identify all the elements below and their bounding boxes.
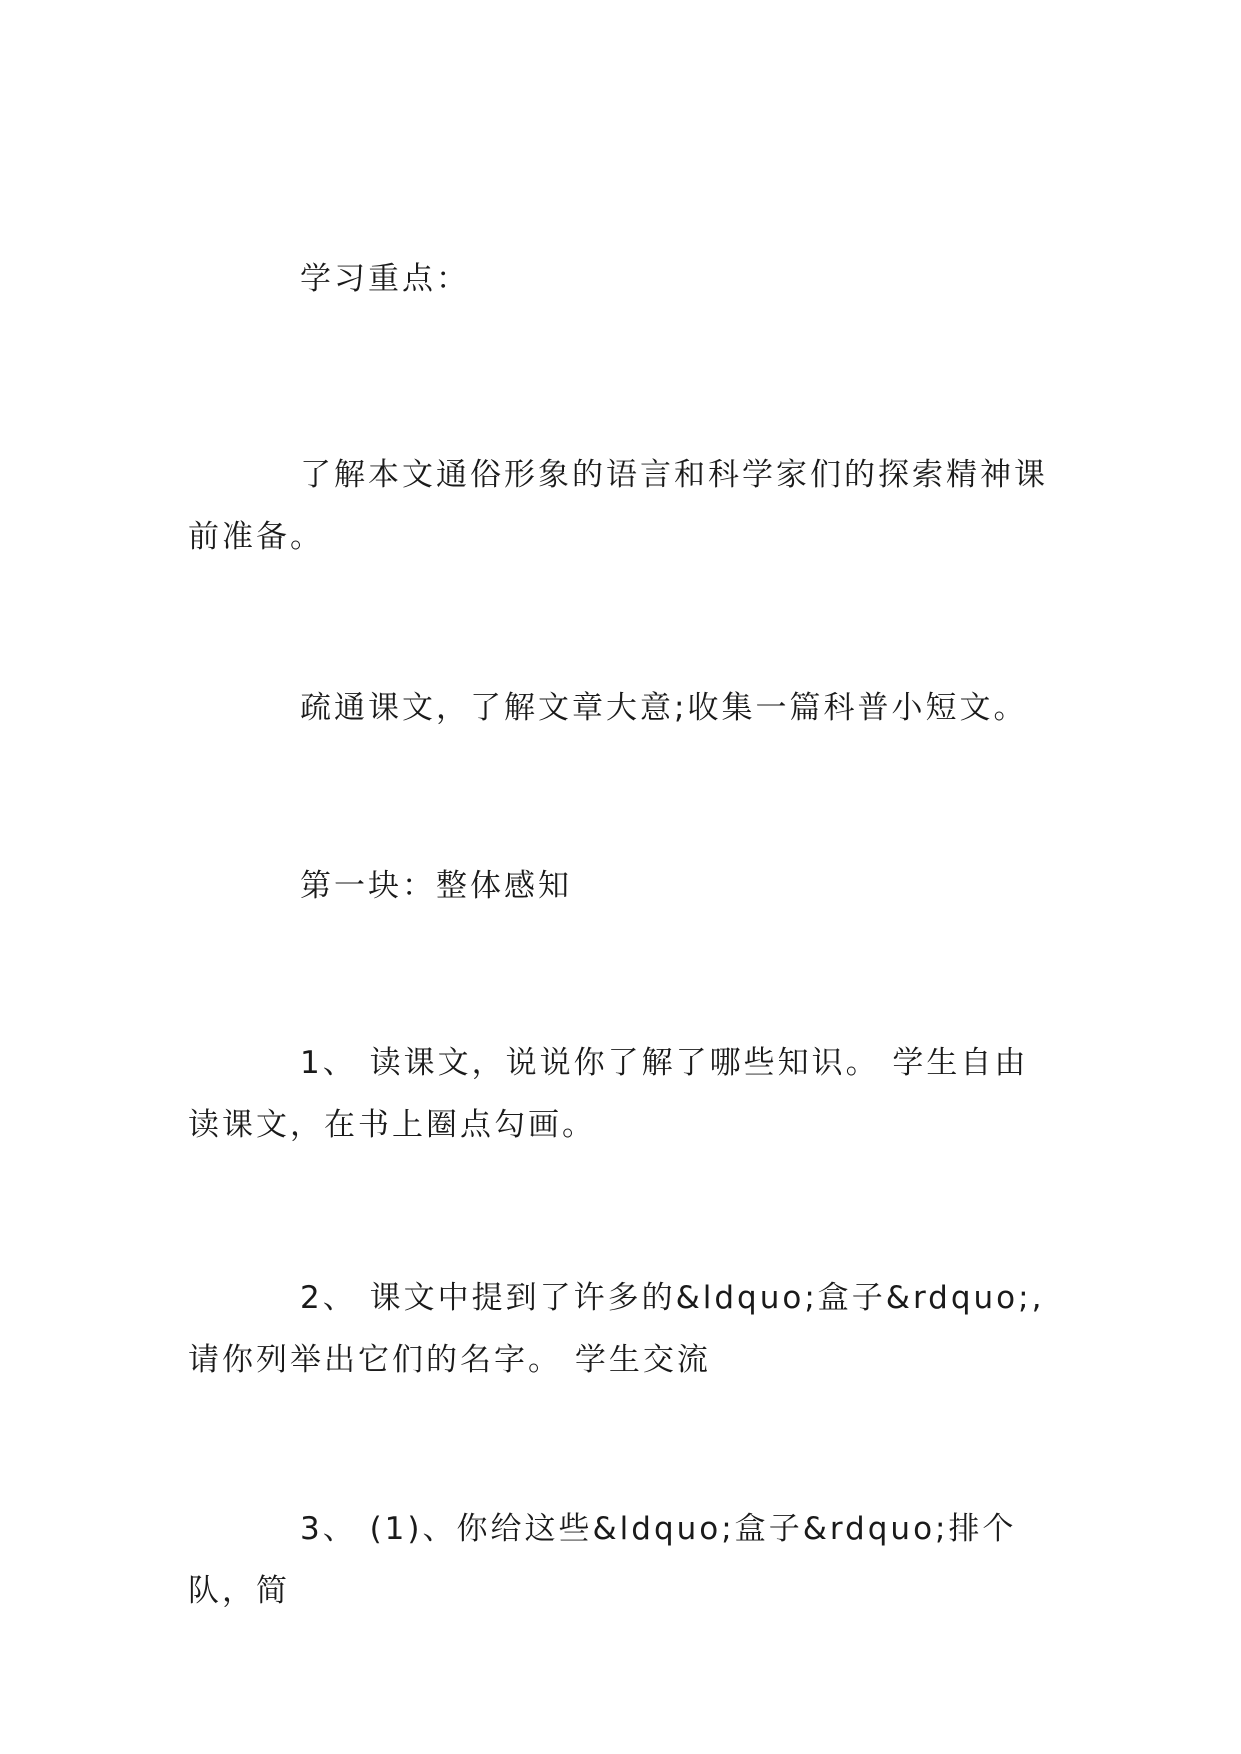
paragraph-key-points-heading: 学习重点： [300,261,470,297]
paragraph-item-3: 3、 (1)、你给这些&ldquo;盒子&rdquo;排个队，简 [188,1511,1017,1609]
paragraph-key-points-content: 了解本文通俗形象的语言和科学家们的探索精神课前准备。 [188,457,1048,555]
paragraph-item-1: 1、 读课文，说说你了解了哪些知识。 学生自由读课文，在书上圈点勾画。 [188,1045,1029,1143]
paragraph-item-2: 2、 课文中提到了许多的&ldquo;盒子&rdquo;,请你列举出它们的名字。 学生交流 [188,1280,1045,1378]
section-heading-part-one: 第一块：整体感知 [300,868,572,904]
paragraph-preparation: 疏通课文，了解文章大意;收集一篇科普小短文。 [300,690,1028,726]
